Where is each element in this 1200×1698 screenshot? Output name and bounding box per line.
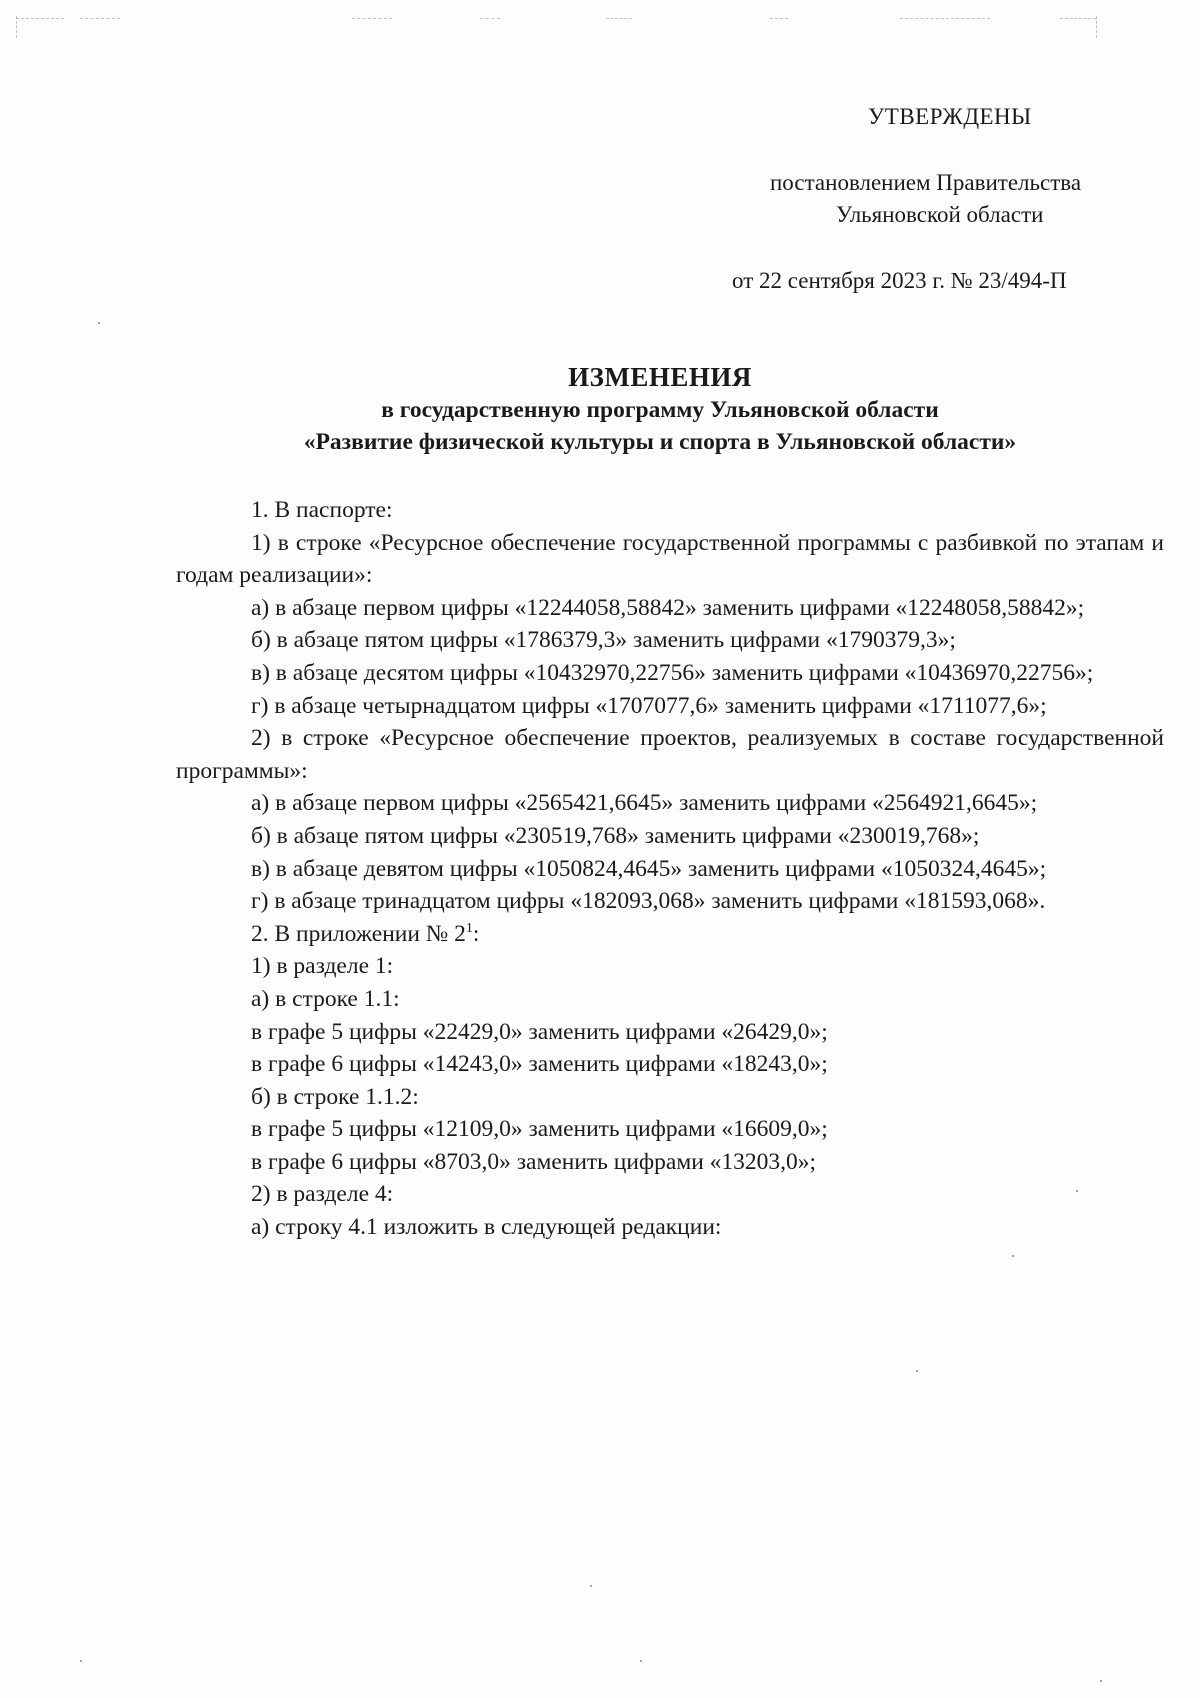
scan-mark [16, 18, 64, 20]
scan-speck [640, 1660, 642, 1662]
paragraph: 1. В паспорте: [251, 497, 393, 523]
title-line-2: в государственную программу Ульяновской области [381, 397, 939, 423]
appendix-heading: 2. В приложении № 2 [251, 920, 466, 947]
decree-region-line: Ульяновской области [836, 202, 1044, 227]
paragraph: 1) в разделе 1: [251, 953, 394, 980]
paragraph: а) в абзаце первом цифры «2565421,6645» заменить цифрами «2564921,6645»; [251, 790, 1038, 817]
title-line-3: «Развитие физической культуры и спорта в Ульяновской области» [303, 429, 1017, 455]
paragraph: 2) в разделе 4: [251, 1181, 394, 1208]
title-main: ИЗМЕНЕНИЯ [568, 362, 752, 392]
paragraph: б) в строке 1.1.2: [251, 1083, 419, 1110]
paragraph: а) в абзаце первом цифры «12244058,58842» заменить цифрами «12248058,58842»; [251, 594, 1085, 621]
paragraph: б) в абзаце пятом цифры «1786379,3» заменить цифрами «1790379,3»; [251, 627, 956, 654]
scan-speck [916, 1370, 918, 1372]
paragraph: в графе 5 цифры «12109,0» заменить цифрами «16609,0»; [251, 1116, 828, 1143]
scan-mark [1060, 18, 1096, 20]
appendix-superscript: 1 [465, 920, 473, 936]
paragraph: 2) в строке «Ресурсное обеспечение проектов, реализуемых в составе государственной программы»: [176, 725, 1164, 784]
paragraph: в) в абзаце десятом цифры «10432970,22756» заменить цифрами «10436970,22756»; [251, 659, 1094, 686]
scan-mark [352, 18, 392, 20]
scan-mark [900, 18, 990, 20]
paragraph: а) в строке 1.1: [251, 985, 400, 1012]
paragraph: в) в абзаце девятом цифры «1050824,4645» заменить цифрами «1050324,4645»; [251, 855, 1047, 882]
scan-speck [98, 322, 100, 324]
paragraph: г) в абзаце тринадцатом цифры «182093,068» заменить цифрами «181593,068». [251, 888, 1046, 915]
paragraph: в графе 6 цифры «8703,0» заменить цифрами «13203,0»; [251, 1148, 817, 1175]
scan-speck [1012, 1255, 1014, 1257]
scan-speck [590, 1585, 592, 1587]
paragraph: 1) в строке «Ресурсное обеспечение государственной программы с разбивкой по этапам и годам реализации»: [176, 529, 1164, 589]
paragraph: б) в абзаце пятом цифры «230519,768» заменить цифрами «230019,768»; [251, 822, 980, 849]
scan-mark [80, 18, 120, 20]
paragraph: а) строку 4.1 изложить в следующей редакции: [251, 1214, 722, 1241]
paragraph: в графе 6 цифры «14243,0» заменить цифрами «18243,0»; [251, 1051, 828, 1078]
decree-authority-line: постановлением Правительства [770, 170, 1082, 195]
document-title [160, 360, 1160, 458]
decree-date-number: от 22 сентября 2023 г. № 23/494-П [732, 268, 1067, 293]
approved-heading: УТВЕРЖДЕНЫ [868, 104, 1032, 129]
scan-mark [606, 18, 632, 20]
scan-mark [770, 18, 788, 20]
appendix-colon: : [472, 920, 480, 947]
scan-speck [80, 1660, 82, 1662]
paragraph [176, 918, 1164, 951]
document-body [176, 494, 1164, 1244]
paragraph: в графе 5 цифры «22429,0» заменить цифрами «26429,0»; [251, 1018, 828, 1045]
scan-speck [1100, 1680, 1102, 1682]
scan-mark [1096, 16, 1098, 38]
paragraph: г) в абзаце четырнадцатом цифры «1707077,6» заменить цифрами «1711077,6»; [251, 692, 1047, 719]
scan-mark [480, 18, 500, 20]
